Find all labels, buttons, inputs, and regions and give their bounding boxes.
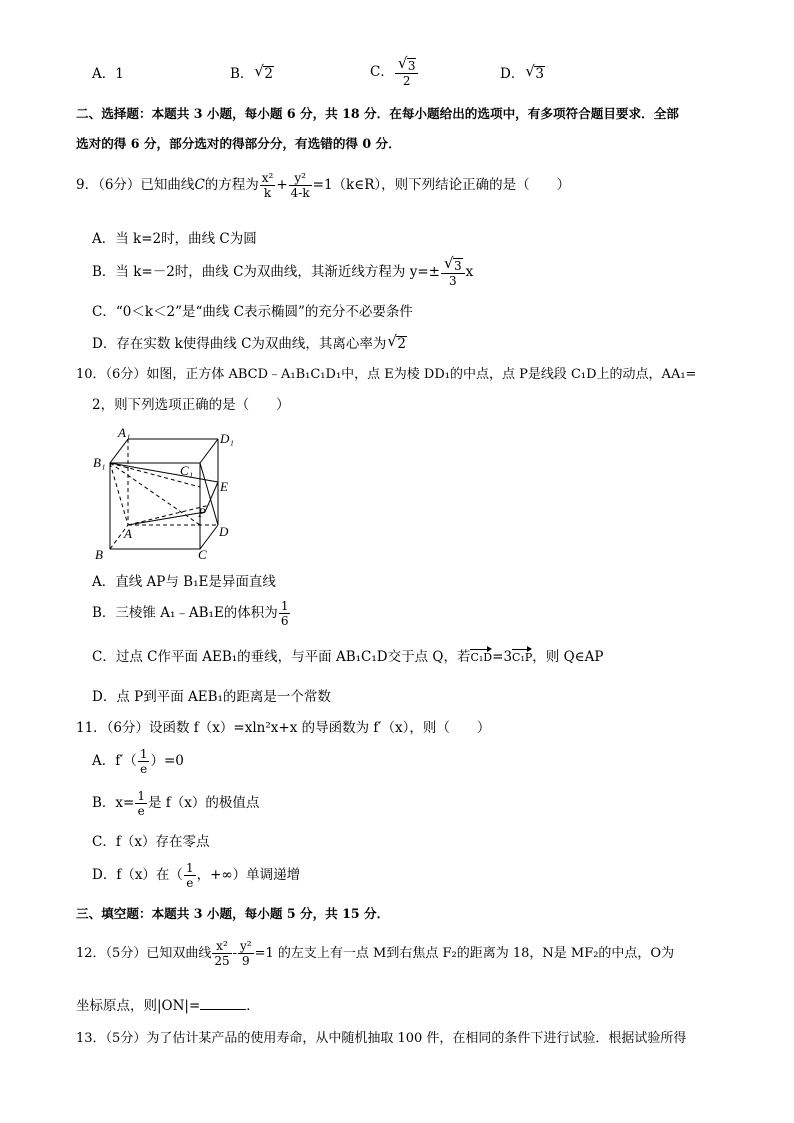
label-c: C (198, 547, 207, 562)
section2-heading-line2: 选对的得 6 分，部分选对的得部分分，有选错的得 0 分． (76, 136, 401, 151)
q8-option-d (500, 66, 545, 82)
q8-option-b-radical: √ 2 (254, 66, 274, 82)
q10-stem-line1: 10．（6分）如图，正方体 ABCD﹣A₁B₁C₁D₁中，点 E为棱 DD₁的中点，点 P是线段 C₁D上的动点，AA₁= (76, 367, 697, 382)
q8-option-d-label: D． (500, 66, 525, 82)
q11-option-a-fraction: $\frac{1}{e}$ (139, 747, 148, 776)
q12-answer-blank[interactable] (200, 1009, 246, 1010)
label-e: E (220, 479, 228, 494)
q11-option-a: A．f′（ $\frac{1}{e}$ ）=0 (92, 747, 184, 776)
q12-stem-line1: 12．（5分）已知双曲线 $\frac{\text{x²}}{25}$ - $\frac{\text{y²}}{9}$ =1 的左支上有一点 M到右焦点 F₂的距离为 18，N是 MF₂的中点，O为 (76, 939, 675, 968)
q8-option-b-label: B． (230, 66, 254, 82)
q9-fraction-y: $\frac{\text{y²}}{4-k}$ (290, 171, 310, 200)
q10-option-d: D．点 P到平面 AEB₁的距离是一个常数 (92, 689, 331, 705)
q9-option-b: B．当 k=－2时，曲线 C为双曲线，其渐近线方程为 y=± √ $\frac{3}{3}$ x (92, 258, 473, 287)
label-a1: A₁ (118, 425, 131, 440)
q8-option-a: A．1 (92, 66, 124, 82)
q12-fraction-x: $\frac{\text{x²}}{25}$ (214, 939, 230, 968)
q12-stem-line2: 坐标原点，则|ON|= ． (76, 998, 260, 1014)
q11-option-d-fraction: $\frac{1}{e}$ (185, 861, 194, 890)
q9-option-d-radical: √ 2 (387, 336, 407, 352)
q10-option-b-fraction: $\frac{1}{6}$ (280, 599, 289, 628)
q11-option-c: C．f（x）存在零点 (92, 834, 210, 850)
q8-option-c-fraction: √ $\frac{3}{2}$ (395, 58, 419, 87)
q9-option-c: C．“0＜k＜2”是“曲线 C表示椭圆”的充分不必要条件 (92, 304, 413, 320)
q9-fraction-x: $\frac{\text{x²}}{k}$ (261, 171, 274, 200)
cube-figure (88, 425, 253, 565)
q8-option-c (370, 58, 419, 87)
q9-option-a: A．当 k=2时，曲线 C为圆 (92, 231, 257, 247)
q9-stem: 9．（6分）已知曲线C的方程为 $\frac{\text{x²}}{k}$ + $\frac{\text{y²}}{4-k}$ =1（k∈R），则下列结论正确的是（ ） (76, 171, 571, 200)
q13-stem: 13．（5分）为了估计某产品的使用寿命，从中随机抽取 100 件，在相同的条件下进行试验．根据试验所得 (76, 1031, 687, 1046)
q11-option-d: D．f（x）在（ $\frac{1}{e}$ ，+∞）单调递增 (92, 861, 301, 890)
vector-c1p: C₁P (512, 648, 532, 663)
q10-stem-line2: 2，则下列选项正确的是（ ） (92, 397, 290, 413)
label-b: B (95, 547, 103, 562)
label-p: P (198, 505, 206, 520)
label-d1: D₁ (220, 431, 234, 446)
q10-option-a: A．直线 AP与 B₁E是异面直线 (92, 574, 276, 590)
q9-option-d: D．存在实数 k使得曲线 C为双曲线，其离心率为√ 2 (92, 336, 407, 352)
vector-c1d: C₁D (470, 648, 492, 663)
q8-option-b (230, 66, 274, 82)
q10-option-c: C．过点 C作平面 AEB₁的垂线，与平面 AB₁C₁D交于点 Q，若C₁D=3C₁P，则 Q∈AP (92, 649, 604, 665)
label-a: A (124, 526, 132, 541)
q10-option-b: B．三棱锥 A₁﹣AB₁E的体积为 $\frac{1}{6}$ (92, 599, 289, 628)
q11-stem: 11．（6分）设函数 f（x）=xln²x+x 的导函数为 f′（x），则（ ） (76, 720, 491, 736)
q11-option-b: B．x= $\frac{1}{e}$ 是 f（x）的极值点 (92, 789, 260, 818)
label-d: D (219, 524, 229, 539)
section3-heading: 三、填空题：本题共 3 小题，每小题 5 分，共 15 分． (76, 906, 390, 921)
q11-option-b-fraction: $\frac{1}{e}$ (137, 789, 145, 818)
label-c1: C₁ (180, 463, 194, 478)
q8-option-d-radical: √ 3 (525, 66, 545, 82)
label-b1: B₁ (93, 455, 106, 470)
q8-option-c-label: C． (370, 64, 394, 80)
q9-option-b-fraction: √ $\frac{3}{3}$ (441, 258, 465, 287)
section2-heading-line1: 二、选择题：本题共 3 小题，每小题 6 分，共 18 分．在每小题给出的选项中，有多项符合题目要求．全部 (76, 106, 679, 121)
q12-fraction-y: $\frac{\text{y²}}{9}$ (240, 939, 252, 968)
